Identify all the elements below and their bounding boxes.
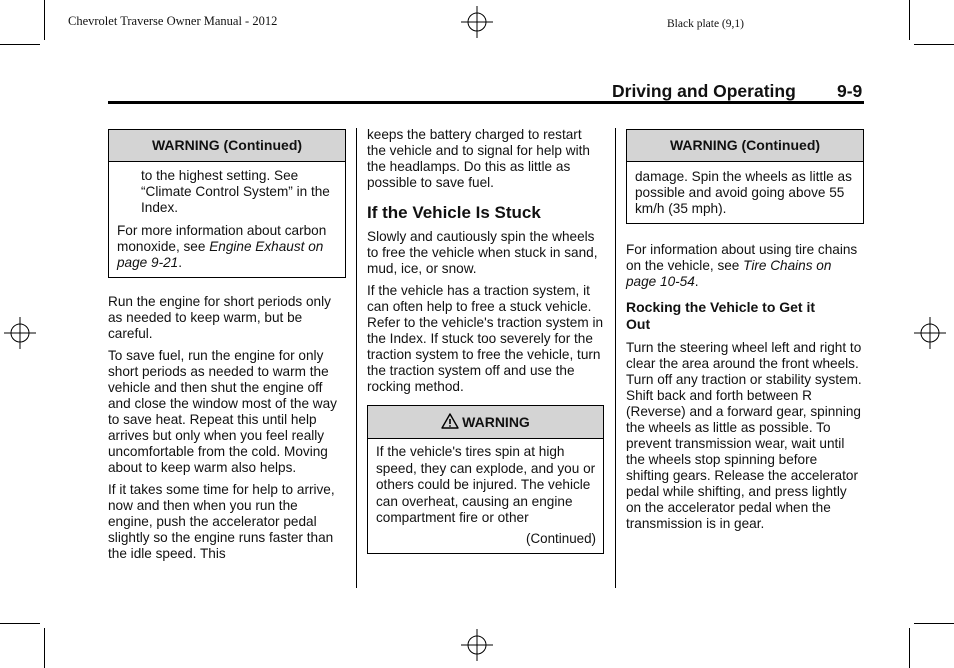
warning-heading-text: WARNING [462, 414, 530, 430]
crop-mark [0, 623, 40, 624]
warning-continued-body [109, 162, 345, 277]
warning-box [367, 405, 604, 554]
crop-mark [909, 0, 910, 40]
continued-label: (Continued) [526, 530, 596, 546]
column-2 [367, 127, 604, 554]
registration-mark-icon [461, 6, 493, 38]
registration-mark-icon [4, 317, 36, 349]
tire-chains-para [626, 242, 864, 290]
crop-mark [909, 628, 910, 668]
engine-exhaust-link[interactable]: Engine Exhaust on page 9-21 [117, 239, 324, 270]
column-3 [626, 129, 864, 532]
stuck-heading: If the Vehicle Is Stuck [367, 203, 541, 222]
crop-mark [914, 623, 954, 624]
tire-chains-link[interactable]: Tire Chains on page 10-54 [626, 258, 832, 289]
section-title: Driving and Operating [612, 81, 796, 101]
paragraph: Slowly and cautiously spin the wheels to free the vehicle when stuck in sand, mud, ice, or snow. [367, 229, 598, 276]
column-1 [108, 129, 346, 562]
warning-continued-body [627, 162, 863, 223]
warning-text: damage. Spin the wheels as little as possible and avoid going above 55 km/h (35 mph). [635, 169, 852, 216]
para-text: . [694, 274, 699, 289]
page-number: 9-9 [837, 81, 863, 101]
crop-mark [44, 0, 45, 40]
column-divider [356, 128, 357, 588]
registration-mark-icon [914, 317, 946, 349]
header-rule [108, 101, 864, 104]
warning-indent-text: to the highest setting. See “Climate Control System” in the Index. [141, 168, 330, 215]
warning-text: If the vehicle's tires spin at high speed, they can explode, and you or others could be injured. The vehicle can overheat, causing an engine compartment fire or other [376, 444, 596, 525]
warning-triangle-icon [441, 413, 459, 429]
rocking-heading: Rocking the Vehicle to Get it Out [626, 299, 816, 332]
crop-mark [914, 44, 954, 45]
warning-continued-heading: WARNING (Continued) [109, 130, 345, 162]
warning-body [368, 439, 603, 553]
paragraph: Turn the steering wheel left and right to clear the area around the front wheels. Turn off any traction or stability system. Shift back and forth between R (Reverse) and a forward gear, spinning the wheels as little as possible. To prevent transmission wear, wait until the wheels stop spinning before shifting gears. Release the accelerator pedal while shifting, and press lightly on the accelerator pedal when the transmission is in gear. [626, 340, 862, 531]
paragraph: If the vehicle has a traction system, it can often help to free a stuck vehicle. Refer to the vehicle's traction system in the Index. If stuck too severely for the traction system to free the vehicle, turn the traction system off and use the rocking method. [367, 283, 604, 394]
warning-heading [368, 406, 603, 439]
crop-mark [0, 44, 40, 45]
warning-continued-heading: WARNING (Continued) [627, 130, 863, 162]
manual-title: Chevrolet Traverse Owner Manual - 2012 [68, 14, 278, 28]
paragraph: If it takes some time for help to arrive, now and then when you run the engine, push the accelerator pedal slightly so the engine runs faster than the idle speed. This [108, 482, 335, 561]
warning-continued-box [626, 129, 864, 224]
plate-label: Black plate (9,1) [667, 18, 744, 30]
para-text: . [178, 255, 183, 270]
paragraph: Run the engine for short periods only as needed to keep warm, but be careful. [108, 294, 331, 341]
paragraph: keeps the battery charged to restart the vehicle and to signal for help with the headlamps. Do this as little as possible to save fuel. [367, 127, 590, 190]
paragraph: To save fuel, run the engine for only short periods as needed to warm the vehicle and then shut the engine off and close the window most of the way to save heat. Repeat this until help arrives but only when you feel really uncomfortable from the cold. Moving about to keep warm also helps. [108, 348, 337, 475]
crop-mark [44, 628, 45, 668]
warning-continued-box [108, 129, 346, 278]
carbon-monoxide-para [117, 223, 338, 271]
para-text: For information about using tire chains on the vehicle, see [626, 242, 858, 273]
column-divider [615, 128, 616, 588]
para-text: For more information about carbon monoxide, see [117, 223, 327, 254]
registration-mark-icon [461, 629, 493, 661]
